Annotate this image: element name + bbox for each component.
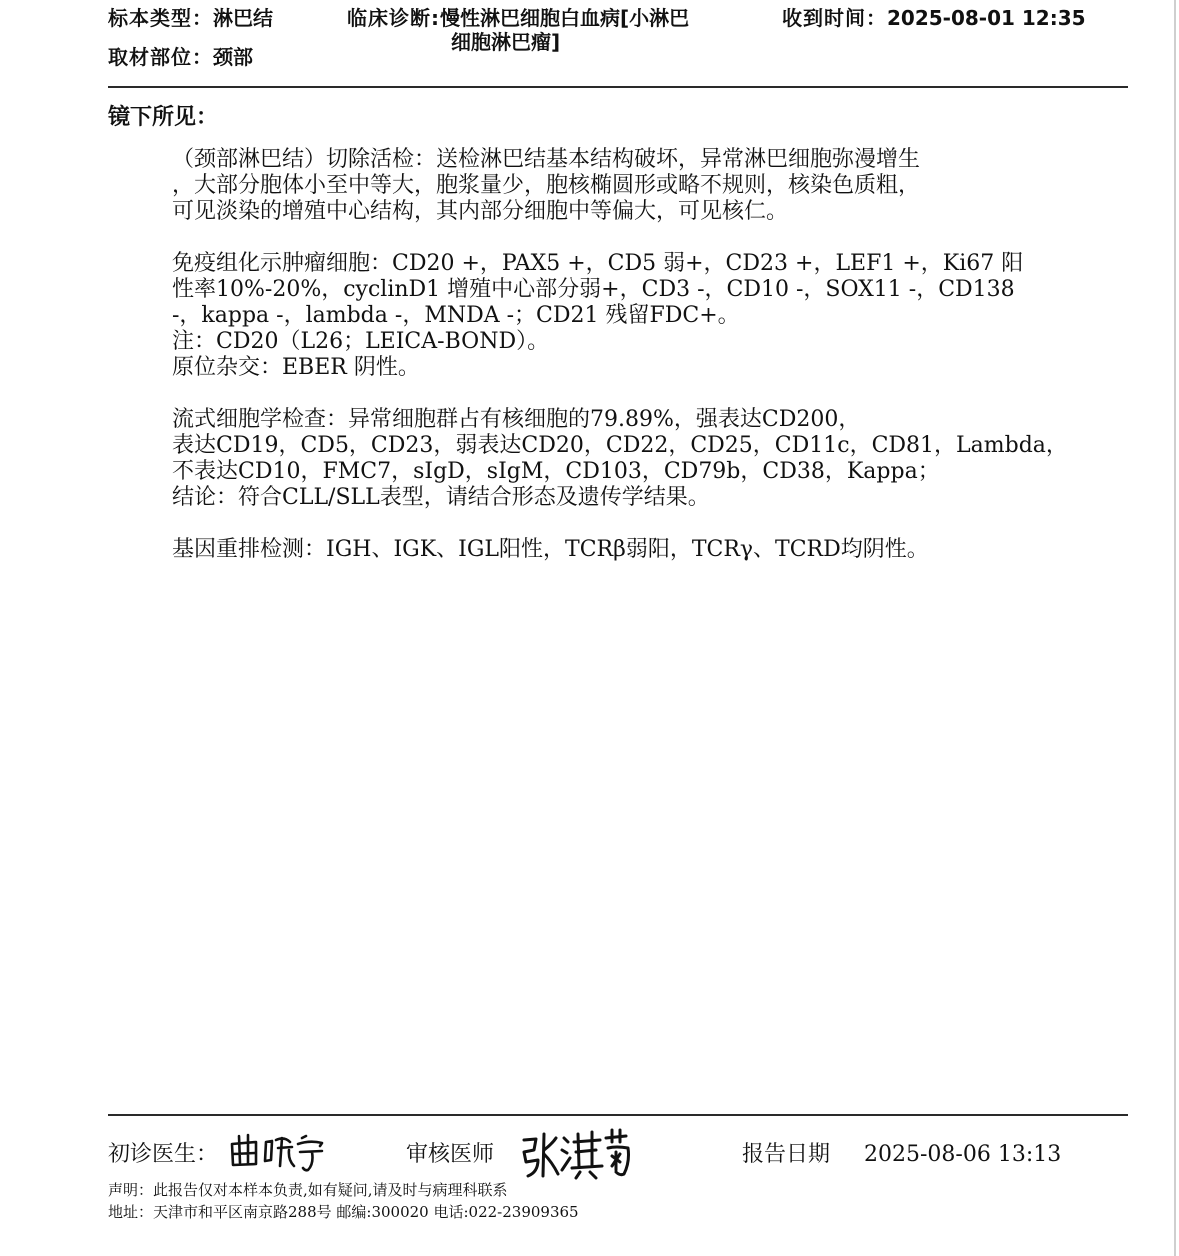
clinical-diagnosis-value-line1: 慢性淋巴细胞白血病[小淋巴 xyxy=(440,6,690,30)
specimen-type-value: 淋巴结 xyxy=(213,6,273,30)
findings-title: 镜下所见： xyxy=(108,105,219,130)
findings-line: 结论：符合CLL/SLL表型，请结合形态及遗传学结果。 xyxy=(172,485,710,510)
received-time-row xyxy=(782,6,1086,30)
findings-line: 性率10%-20%，cyclinD1 增殖中心部分弱+，CD3 -，CD10 -，SOX11 -，CD138 xyxy=(172,277,1015,302)
findings-line: 原位杂交：EBER 阴性。 xyxy=(172,355,420,380)
site-label: 取材部位： xyxy=(108,45,213,69)
reviewer-label: 审核医师 xyxy=(406,1142,495,1167)
received-time-value: 2025-08-01 12:35 xyxy=(887,6,1086,30)
site-row xyxy=(108,45,253,69)
clinical-diagnosis-label: 临床诊断: xyxy=(347,6,440,30)
findings-line: 表达CD19，CD5，CD23，弱表达CD20，CD22，CD25，CD11c，CD81，Lambda， xyxy=(172,433,1068,458)
findings-line: 免疫组化示肿瘤细胞：CD20 +，PAX5 +，CD5 弱+，CD23 +，LEF1 +，Ki67 阳 xyxy=(172,251,1024,276)
findings-line: ，大部分胞体小至中等大，胞浆量少，胞核椭圆形或略不规则，核染色质粗， xyxy=(172,173,921,198)
address: 地址：天津市和平区南京路288号 邮编:300020 电话:022-23909365 xyxy=(108,1203,579,1221)
findings-line: -，kappa -，lambda -，MNDA -；CD21 残留FDC+。 xyxy=(172,303,740,328)
findings-line: 基因重排检测：IGH、IGK、IGL阳性，TCRβ弱阳，TCRγ、TCRD均阴性。 xyxy=(172,537,929,562)
findings-line: 流式细胞学检查：异常细胞群占有核细胞的79.89%，强表达CD200， xyxy=(172,407,861,432)
disclaimer: 声明：此报告仅对本样本负责,如有疑问,请及时与病理科联系 xyxy=(108,1181,508,1199)
findings-paragraph-gene xyxy=(172,537,1062,563)
findings-body xyxy=(172,147,1068,589)
findings-line: （颈部淋巴结）切除活检：送检淋巴结基本结构破坏，异常淋巴细胞弥漫增生 xyxy=(172,147,921,172)
site-value: 颈部 xyxy=(213,45,253,69)
findings-paragraph-ihc xyxy=(172,251,1062,381)
specimen-type-row xyxy=(108,6,273,30)
findings-line: 可见淡染的增殖中心结构，其内部分细胞中等偏大，可见核仁。 xyxy=(172,199,789,224)
reviewer-signature xyxy=(516,1126,642,1186)
clinical-diagnosis-value-line2: 细胞淋巴瘤] xyxy=(451,30,561,54)
report-date-label: 报告日期 xyxy=(742,1142,831,1167)
specimen-type-label: 标本类型： xyxy=(108,6,213,30)
page-edge-line xyxy=(1174,0,1176,1256)
findings-paragraph-flow xyxy=(172,407,1068,511)
findings-paragraph-gross xyxy=(172,147,1062,225)
initial-doctor-label: 初诊医生： xyxy=(108,1142,219,1167)
footer-divider xyxy=(108,1114,1128,1116)
header-divider xyxy=(108,86,1128,88)
received-time-label: 收到时间： xyxy=(782,6,887,30)
report-date-value: 2025-08-06 13:13 xyxy=(864,1142,1062,1167)
findings-line: 不表达CD10，FMC7，sIgD，sIgM，CD103，CD79b，CD38，Kappa； xyxy=(172,459,940,484)
findings-line: 注：CD20（L26；LEICA-BOND）。 xyxy=(172,329,550,354)
initial-doctor-signature xyxy=(226,1130,330,1176)
clinical-diagnosis xyxy=(347,6,757,54)
